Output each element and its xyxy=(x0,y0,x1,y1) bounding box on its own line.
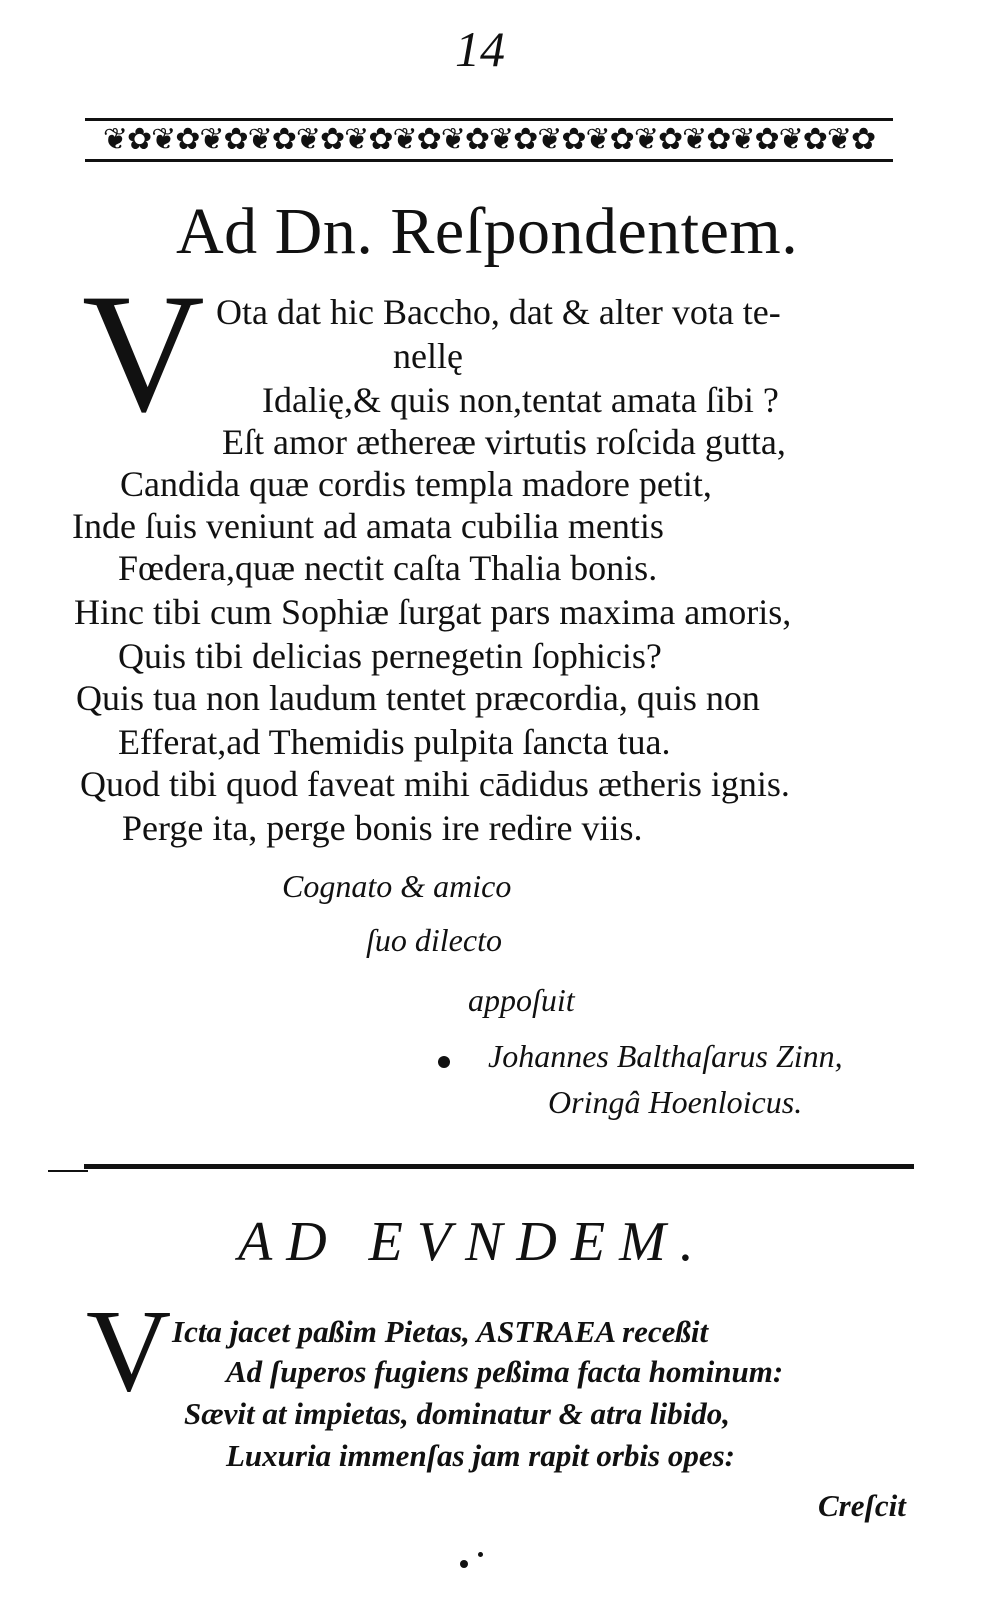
author-origin: Oringâ Hoenloicus. xyxy=(548,1084,803,1120)
dedication-line: ſuo dilecto xyxy=(366,922,502,958)
section-divider xyxy=(84,1164,914,1169)
ornament-glyphs: ❦✿❦✿❦✿❦✿❦✿❦✿❦✿❦✿❦✿❦✿❦✿❦✿❦✿❦✿❦✿❦✿ xyxy=(102,123,876,156)
author-name: Johannes Balthaſarus Zinn, xyxy=(488,1038,843,1074)
poem-line: Ota dat hic Baccho, dat & alter vota te- xyxy=(216,292,781,332)
dedication-line: Cognato & amico xyxy=(282,868,512,904)
poem-line: Quis tibi delicias pernegetin ſophicis? xyxy=(118,636,662,676)
poem-line: Fœdera,quæ nectit caſta Thalia bonis. xyxy=(118,548,658,588)
poem-line: Eſt amor æthereæ virtutis roſcida gutta, xyxy=(222,422,786,462)
poem-line: nellę xyxy=(393,336,463,376)
poem-line: Perge ita, perge bonis ire redire viis. xyxy=(122,808,643,848)
poem-line: Efferat,ad Themidis pulpita ſancta tua. xyxy=(118,722,671,762)
poem-line: Hinc tibi cum Sophiæ ſurgat pars maxima amoris, xyxy=(74,592,792,632)
ornamental-headpiece xyxy=(85,118,893,162)
poem-line: Candida quæ cordis templa madore petit, xyxy=(120,464,712,504)
signature-mark xyxy=(478,1552,483,1557)
poem-title: Ad Dn. Reſpondentem. xyxy=(176,195,799,268)
poem-line: Idalię,& quis non,tentat amata ſibi ? xyxy=(262,380,779,420)
page-number: 14 xyxy=(455,21,505,77)
poem-line: Quod tibi quod faveat mihi cādidus ætheris ignis. xyxy=(80,764,790,804)
signature-mark xyxy=(460,1560,468,1568)
drop-cap-initial: V xyxy=(82,259,205,447)
poem-line: Quis tua non laudum tentet præcordia, quis non xyxy=(76,678,760,718)
dedication-line: appoſuit xyxy=(468,982,575,1018)
poem-line: Inde ſuis veniunt ad amata cubilia mentis xyxy=(72,506,664,546)
poem2-line: Ad ſuperos fugiens peßima facta hominum: xyxy=(226,1354,784,1389)
drop-cap-initial-2: V xyxy=(86,1285,172,1416)
poem2-line: Sævit at impietas, dominatur & atra libido, xyxy=(184,1396,731,1431)
poem2-line: Luxuria immenſas jam rapit orbis opes: xyxy=(226,1438,735,1473)
rule-tail xyxy=(48,1170,88,1172)
poem2-title: AD EVNDEM. xyxy=(238,1211,708,1273)
catchword: Creſcit xyxy=(818,1488,906,1523)
poem2-line: Icta jacet paßim Pietas, ASTRAEA receßit xyxy=(172,1314,709,1349)
bullet-dot xyxy=(438,1056,450,1068)
